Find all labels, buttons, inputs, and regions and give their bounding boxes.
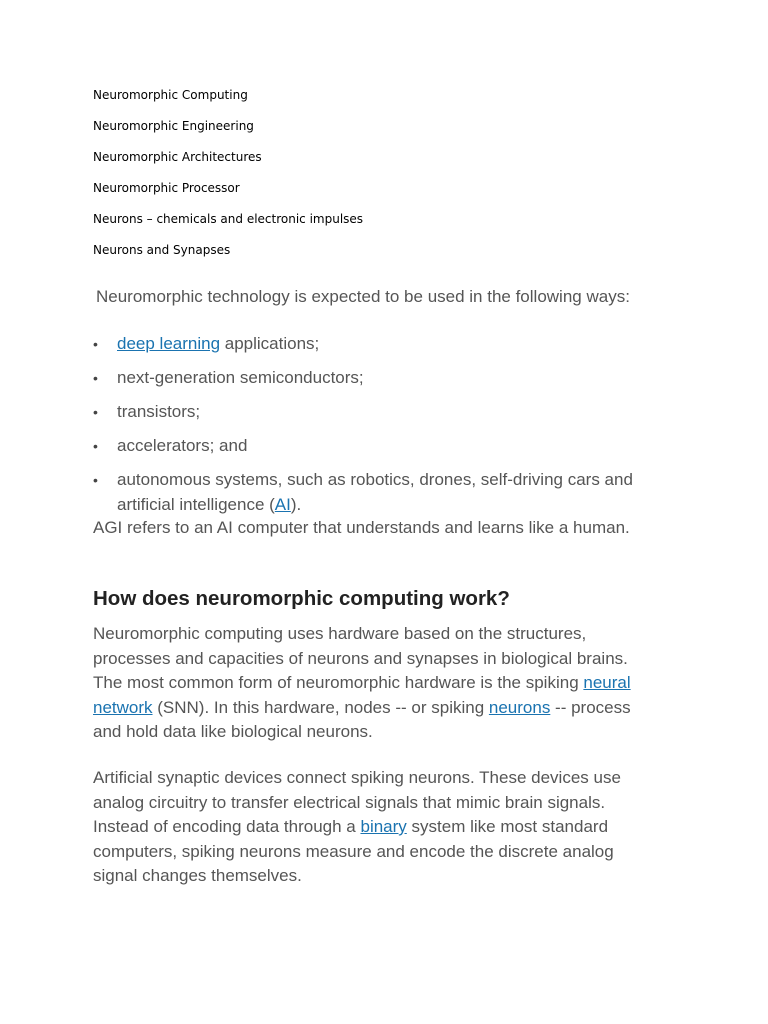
neurons-link[interactable]: neurons: [488, 697, 551, 717]
paragraph-text: system like most standard computers, spiking neurons measure and encode the discrete analog signal changes themselves.: [93, 817, 614, 885]
paragraph-synaptic-devices: [93, 766, 658, 889]
list-item-text: ).: [290, 494, 302, 514]
bullet-icon: •: [93, 336, 98, 352]
deep-learning-link[interactable]: deep learning: [117, 334, 221, 353]
list-item-text: next-generation semiconductors;: [117, 368, 364, 387]
list-item-text: accelerators; and: [117, 436, 248, 455]
bullet-icon: •: [93, 438, 98, 454]
binary-link[interactable]: binary: [360, 817, 407, 836]
list-item-text: autonomous systems, such as robotics, drones, self-driving cars and artificial intelligence (: [117, 470, 633, 514]
list-item: [93, 434, 673, 459]
topic-item: Neurons – chemicals and electronic impulses: [93, 212, 364, 226]
list-item-text: transistors;: [117, 402, 201, 421]
topic-item: Neurons and Synapses: [93, 243, 231, 257]
bullet-icon: •: [93, 370, 98, 386]
paragraph-text: Artificial synaptic devices connect spiking neurons. These devices use analog circuitry to transfer electrical signals that mimic brain signals. Instead of encoding data through a: [93, 768, 621, 836]
usage-list: [93, 332, 673, 527]
intro-sentence: Neuromorphic technology is expected to be used in the following ways:: [96, 287, 630, 306]
list-item: [93, 366, 673, 391]
section-heading: How does neuromorphic computing work?: [93, 587, 510, 610]
bullet-icon: •: [93, 404, 98, 420]
paragraph-text: (SNN). In this hardware, nodes -- or spiking: [152, 697, 489, 717]
topic-item: Neuromorphic Architectures: [93, 150, 262, 164]
list-item: [93, 400, 673, 425]
paragraph-how-it-works: [93, 622, 658, 745]
paragraph-text: -- process and hold data like biological neurons.: [93, 697, 631, 741]
list-item-text: applications;: [220, 334, 320, 353]
paragraph-text: Neuromorphic computing uses hardware based on the structures, processes and capacities of neurons and synapses in biological brains. The most common form of neuromorphic hardware is the spiking: [93, 624, 628, 692]
topic-item: Neuromorphic Engineering: [93, 119, 254, 133]
list-item: [93, 332, 673, 357]
topic-item: Neuromorphic Processor: [93, 181, 240, 195]
list-item: [93, 468, 673, 517]
agi-sentence: AGI refers to an AI computer that understands and learns like a human.: [93, 518, 630, 537]
neural-network-link[interactable]: neural network: [93, 673, 631, 717]
topic-list: [93, 87, 363, 273]
bullet-icon: •: [93, 472, 98, 488]
topic-item: Neuromorphic Computing: [93, 88, 248, 102]
ai-link[interactable]: AI: [274, 494, 291, 514]
